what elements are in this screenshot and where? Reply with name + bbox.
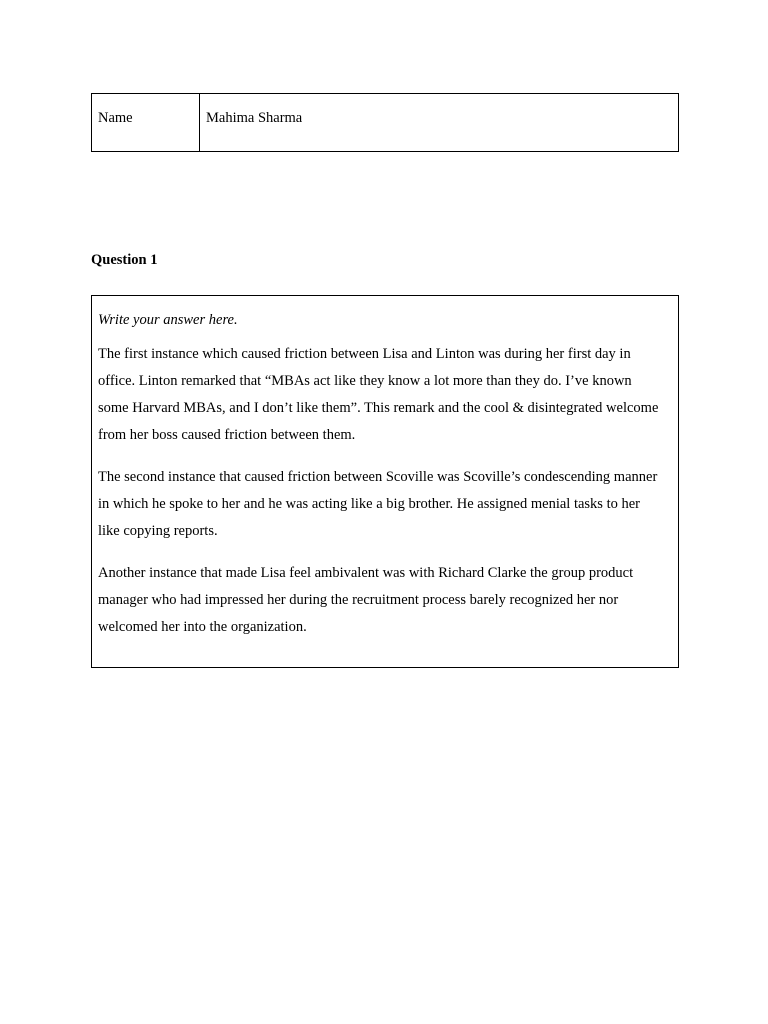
name-row (92, 94, 679, 152)
answer-paragraph-1: The first instance which caused friction between Lisa and Linton was during her first day in office. Linton remarked that “MBAs act like they know a lot more than they do. I’ve known some Harvard MBAs, and I don’t like them”. This remark and the cool & disintegrated welcome from her boss caused friction between them. (98, 346, 659, 443)
question-heading: Question 1 (91, 252, 158, 268)
name-label: Name (92, 94, 200, 152)
name-value: Mahima Sharma (200, 94, 679, 152)
name-table (91, 93, 679, 152)
answer-box (91, 295, 679, 668)
answer-paragraph-2: The second instance that caused friction between Scoville was Scoville’s condescending manner in which he spoke to her and he was acting like a big brother. He assigned menial tasks to her like copying reports. (98, 469, 658, 539)
answer-prompt: Write your answer here. (98, 312, 238, 328)
answer-paragraph-3: Another instance that made Lisa feel ambivalent was with Richard Clarke the group product manager who had impressed her during the recruitment process barely recognized her nor welcomed her into the organization. (98, 565, 634, 635)
